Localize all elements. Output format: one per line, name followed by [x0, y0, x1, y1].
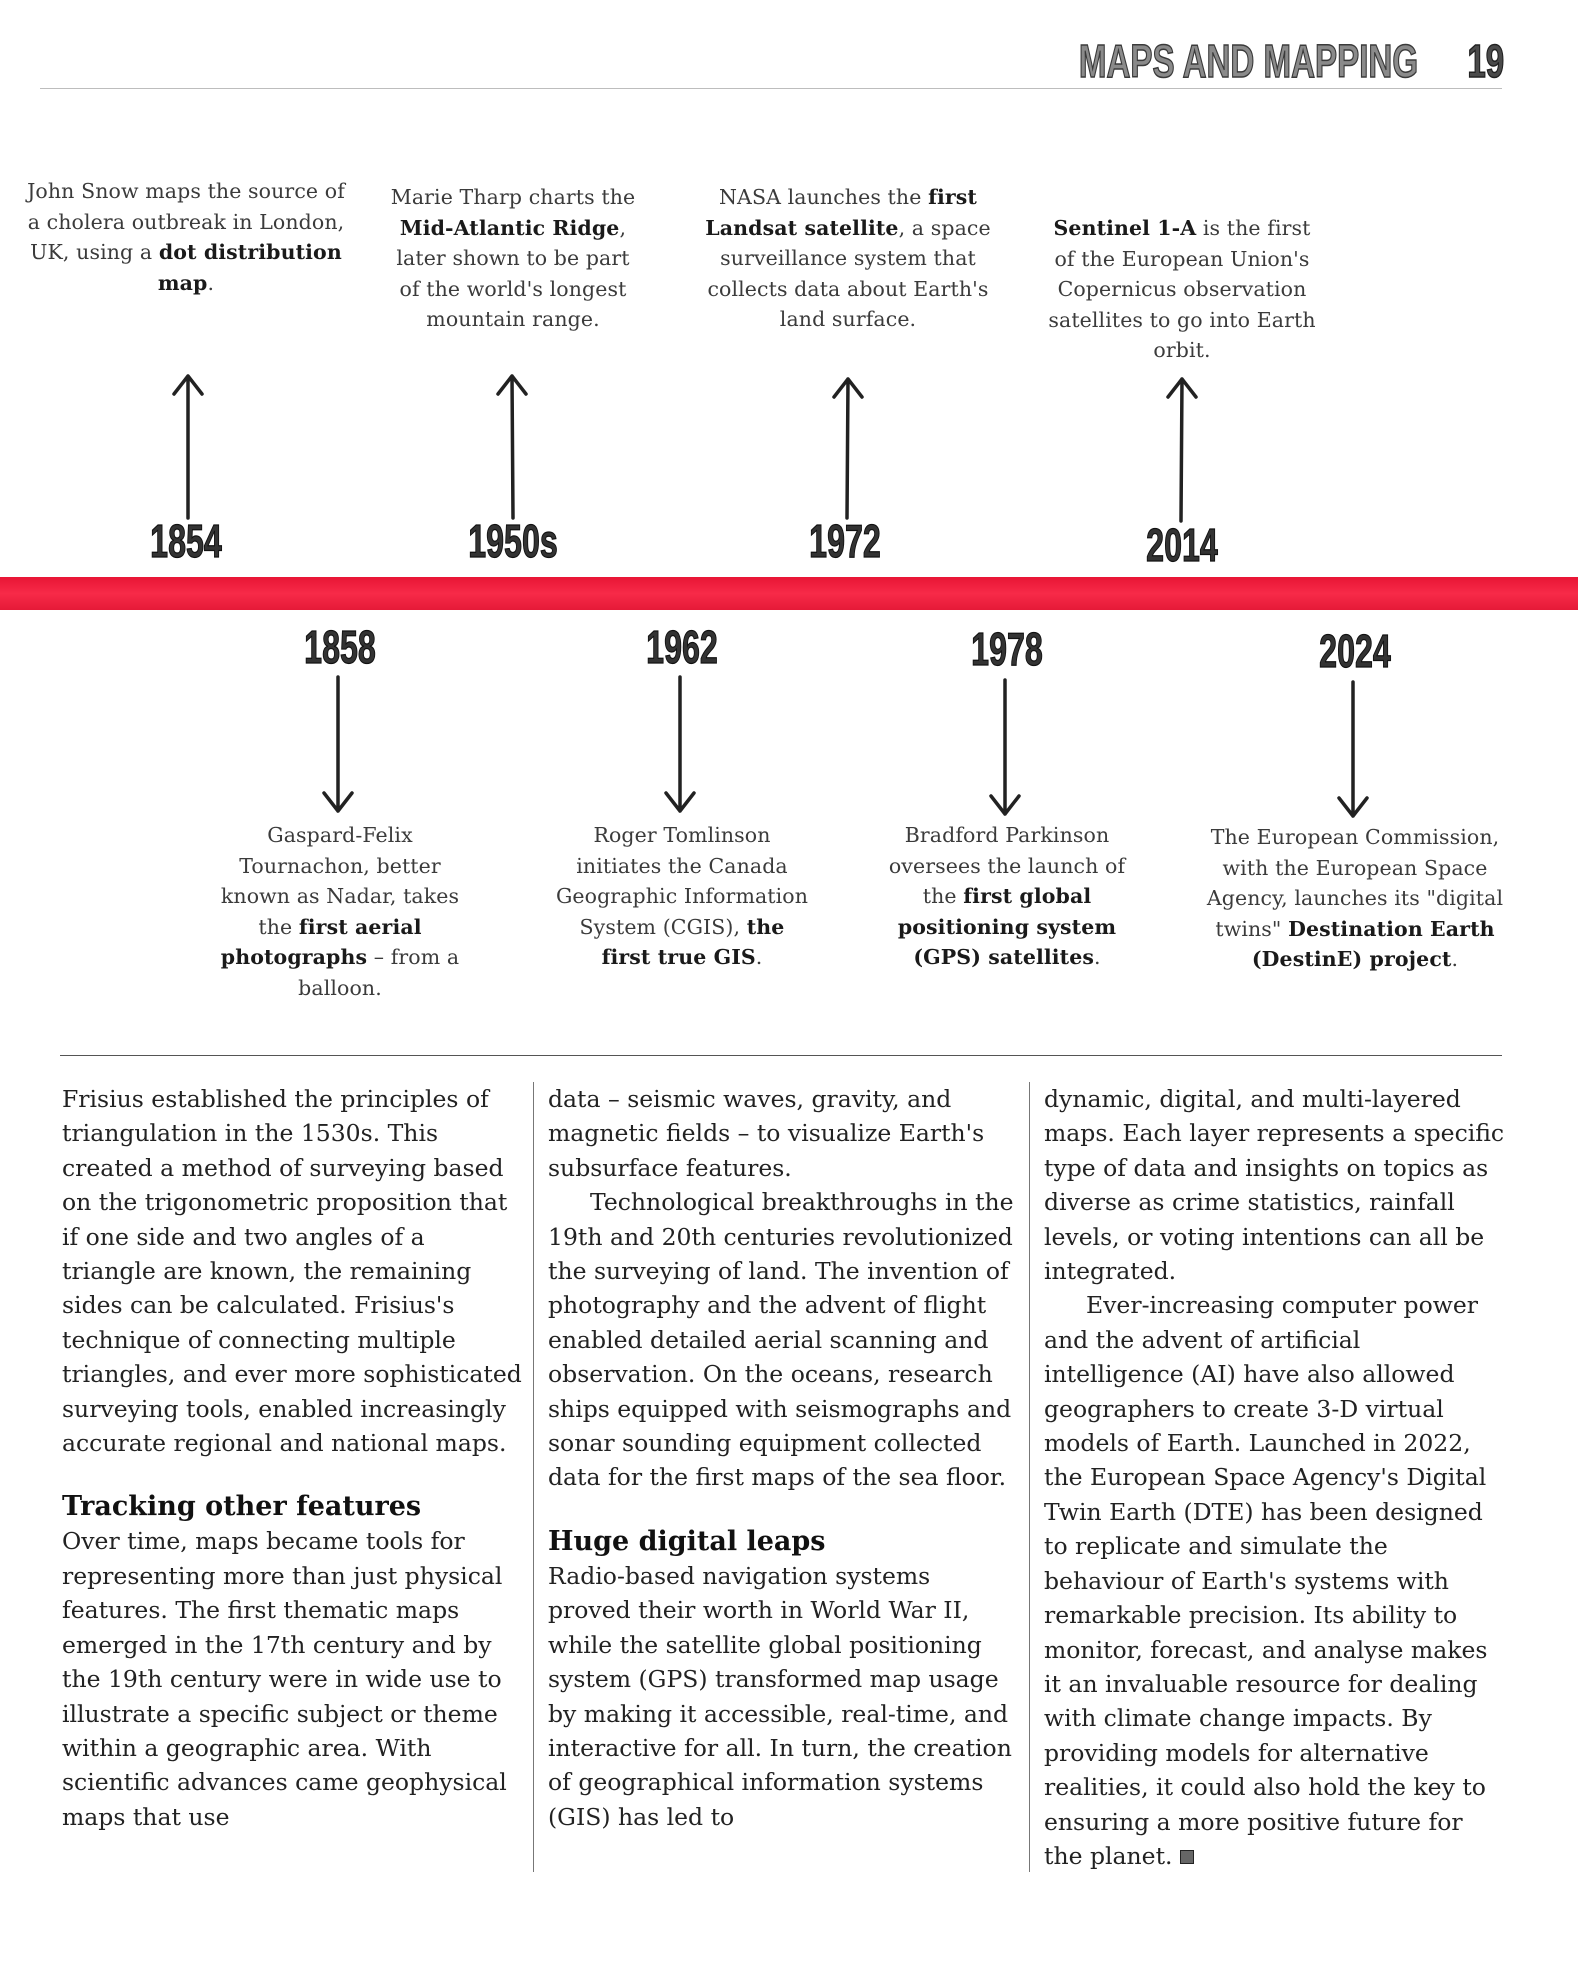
timeline-band [0, 577, 1578, 610]
up-arrow-icon [168, 372, 208, 520]
end-mark-icon [1180, 1850, 1194, 1864]
subheading-tracking-other-features: Tracking other features [62, 1491, 422, 1523]
caption-1978: Bradford Parkinson oversees the launch of the first global positioning system (GPS) satellites. [888, 823, 1126, 969]
paragraph: dynamic, digital, and multi-layered maps. Each layer represents a specific type of data and insights on topics as diverse as crime statistics, rainfall levels, or voting intentions can all be integrated. [1044, 1085, 1505, 1286]
section-title: MAPS AND MAPPING [1078, 35, 1418, 87]
caption-2024: The European Commission, with the European Space Agency, launches its "digital twins" Destination Earth (DestinE) project. [1206, 825, 1504, 971]
year-1978: 1978 [971, 623, 1043, 675]
body-column-3 [1044, 1082, 1506, 1873]
body-column-1 [62, 1082, 524, 1834]
caption-1950s: Marie Tharp charts the Mid-Atlantic Ridge, later shown to be part of the world's longest mountain range. [390, 185, 636, 331]
caption-2014: Sentinel 1-A is the first of the European Union's Copernicus observation satellites to go into Earth orbit. [1048, 216, 1316, 362]
paragraph: Over time, maps became tools for representing more than just physical features. The first thematic maps emerged in the 17th century and by the 19th century were in wide use to illustrate a specific subject or theme within a geographic area. With scientific advances came geophysical maps that use [62, 1527, 507, 1831]
subheading-huge-digital-leaps: Huge digital leaps [548, 1525, 826, 1557]
down-arrow-icon [1333, 680, 1373, 820]
year-2014: 2014 [1146, 519, 1218, 571]
year-1962: 1962 [646, 621, 718, 673]
caption-1972: NASA launches the first Landsat satellite, a space surveillance system that collects data about Earth's land surface. [705, 185, 991, 331]
caption-1854: John Snow maps the source of a cholera outbreak in London, UK, using a dot distribution map. [27, 179, 345, 295]
down-arrow-icon [985, 678, 1025, 818]
paragraph: data – seismic waves, gravity, and magnetic fields – to visualize Earth's subsurface features. [548, 1085, 985, 1182]
year-1854: 1854 [150, 515, 222, 567]
caption-1858: Gaspard-Felix Tournachon, better known as Nadar, takes the first aerial photographs – from a balloon. [220, 823, 460, 1000]
year-1858: 1858 [304, 621, 376, 673]
body-column-2 [548, 1082, 1020, 1834]
up-arrow-icon [492, 372, 532, 520]
column-rule [1029, 1082, 1030, 1872]
down-arrow-icon [660, 675, 700, 815]
caption-1962: Roger Tomlinson initiates the Canada Geographic Information System (CGIS), the first true GIS. [555, 823, 809, 969]
paragraph: Ever-increasing computer power and the advent of artificial intelligence (AI) have also allowed geographers to create 3-D virtual models of Earth. Launched in 2022, the European Space Agency's Digital Twin Earth (DTE) has been designed to replicate and simulate the behaviour of Earth's systems with remarkable precision. Its ability to monitor, forecast, and analyse makes it an invaluable resource for dealing with climate change impacts. By providing models for alternative realities, it could also hold the key to ensuring a more positive future for the planet. [1044, 1291, 1488, 1870]
column-rule [533, 1082, 534, 1872]
down-arrow-icon [318, 675, 358, 815]
paragraph: Radio-based navigation systems proved their worth in World War II, while the satellite global positioning system (GPS) transformed map usage by making it accessible, real-time, and interactive for all. In turn, the creation of geographical information systems (GIS) has led to [548, 1561, 1012, 1831]
paragraph: Frisius established the principles of triangulation in the 1530s. This created a method of surveying based on the trigonometric proposition that if one side and two angles of a triangle are known, the remaining sides can be calculated. Frisius's technique of connecting multiple triangles, and ever more sophisticated surveying tools, enabled increasingly accurate regional and national maps. [62, 1085, 522, 1458]
year-2024: 2024 [1319, 625, 1391, 677]
year-1950s: 1950s [468, 515, 558, 567]
up-arrow-icon [828, 375, 868, 520]
header-rule [40, 88, 1502, 89]
paragraph: Technological breakthroughs in the 19th and 20th centuries revolutionized the surveying of land. The invention of photography and the advent of flight enabled detailed aerial scanning and observation. On the oceans, research ships equipped with seismographs and sonar sounding equipment collected data for the first maps of the sea floor. [548, 1188, 1014, 1492]
up-arrow-icon [1162, 375, 1202, 523]
page-number: 19 [1467, 35, 1504, 87]
section-divider [60, 1055, 1502, 1056]
year-1972: 1972 [809, 515, 881, 567]
